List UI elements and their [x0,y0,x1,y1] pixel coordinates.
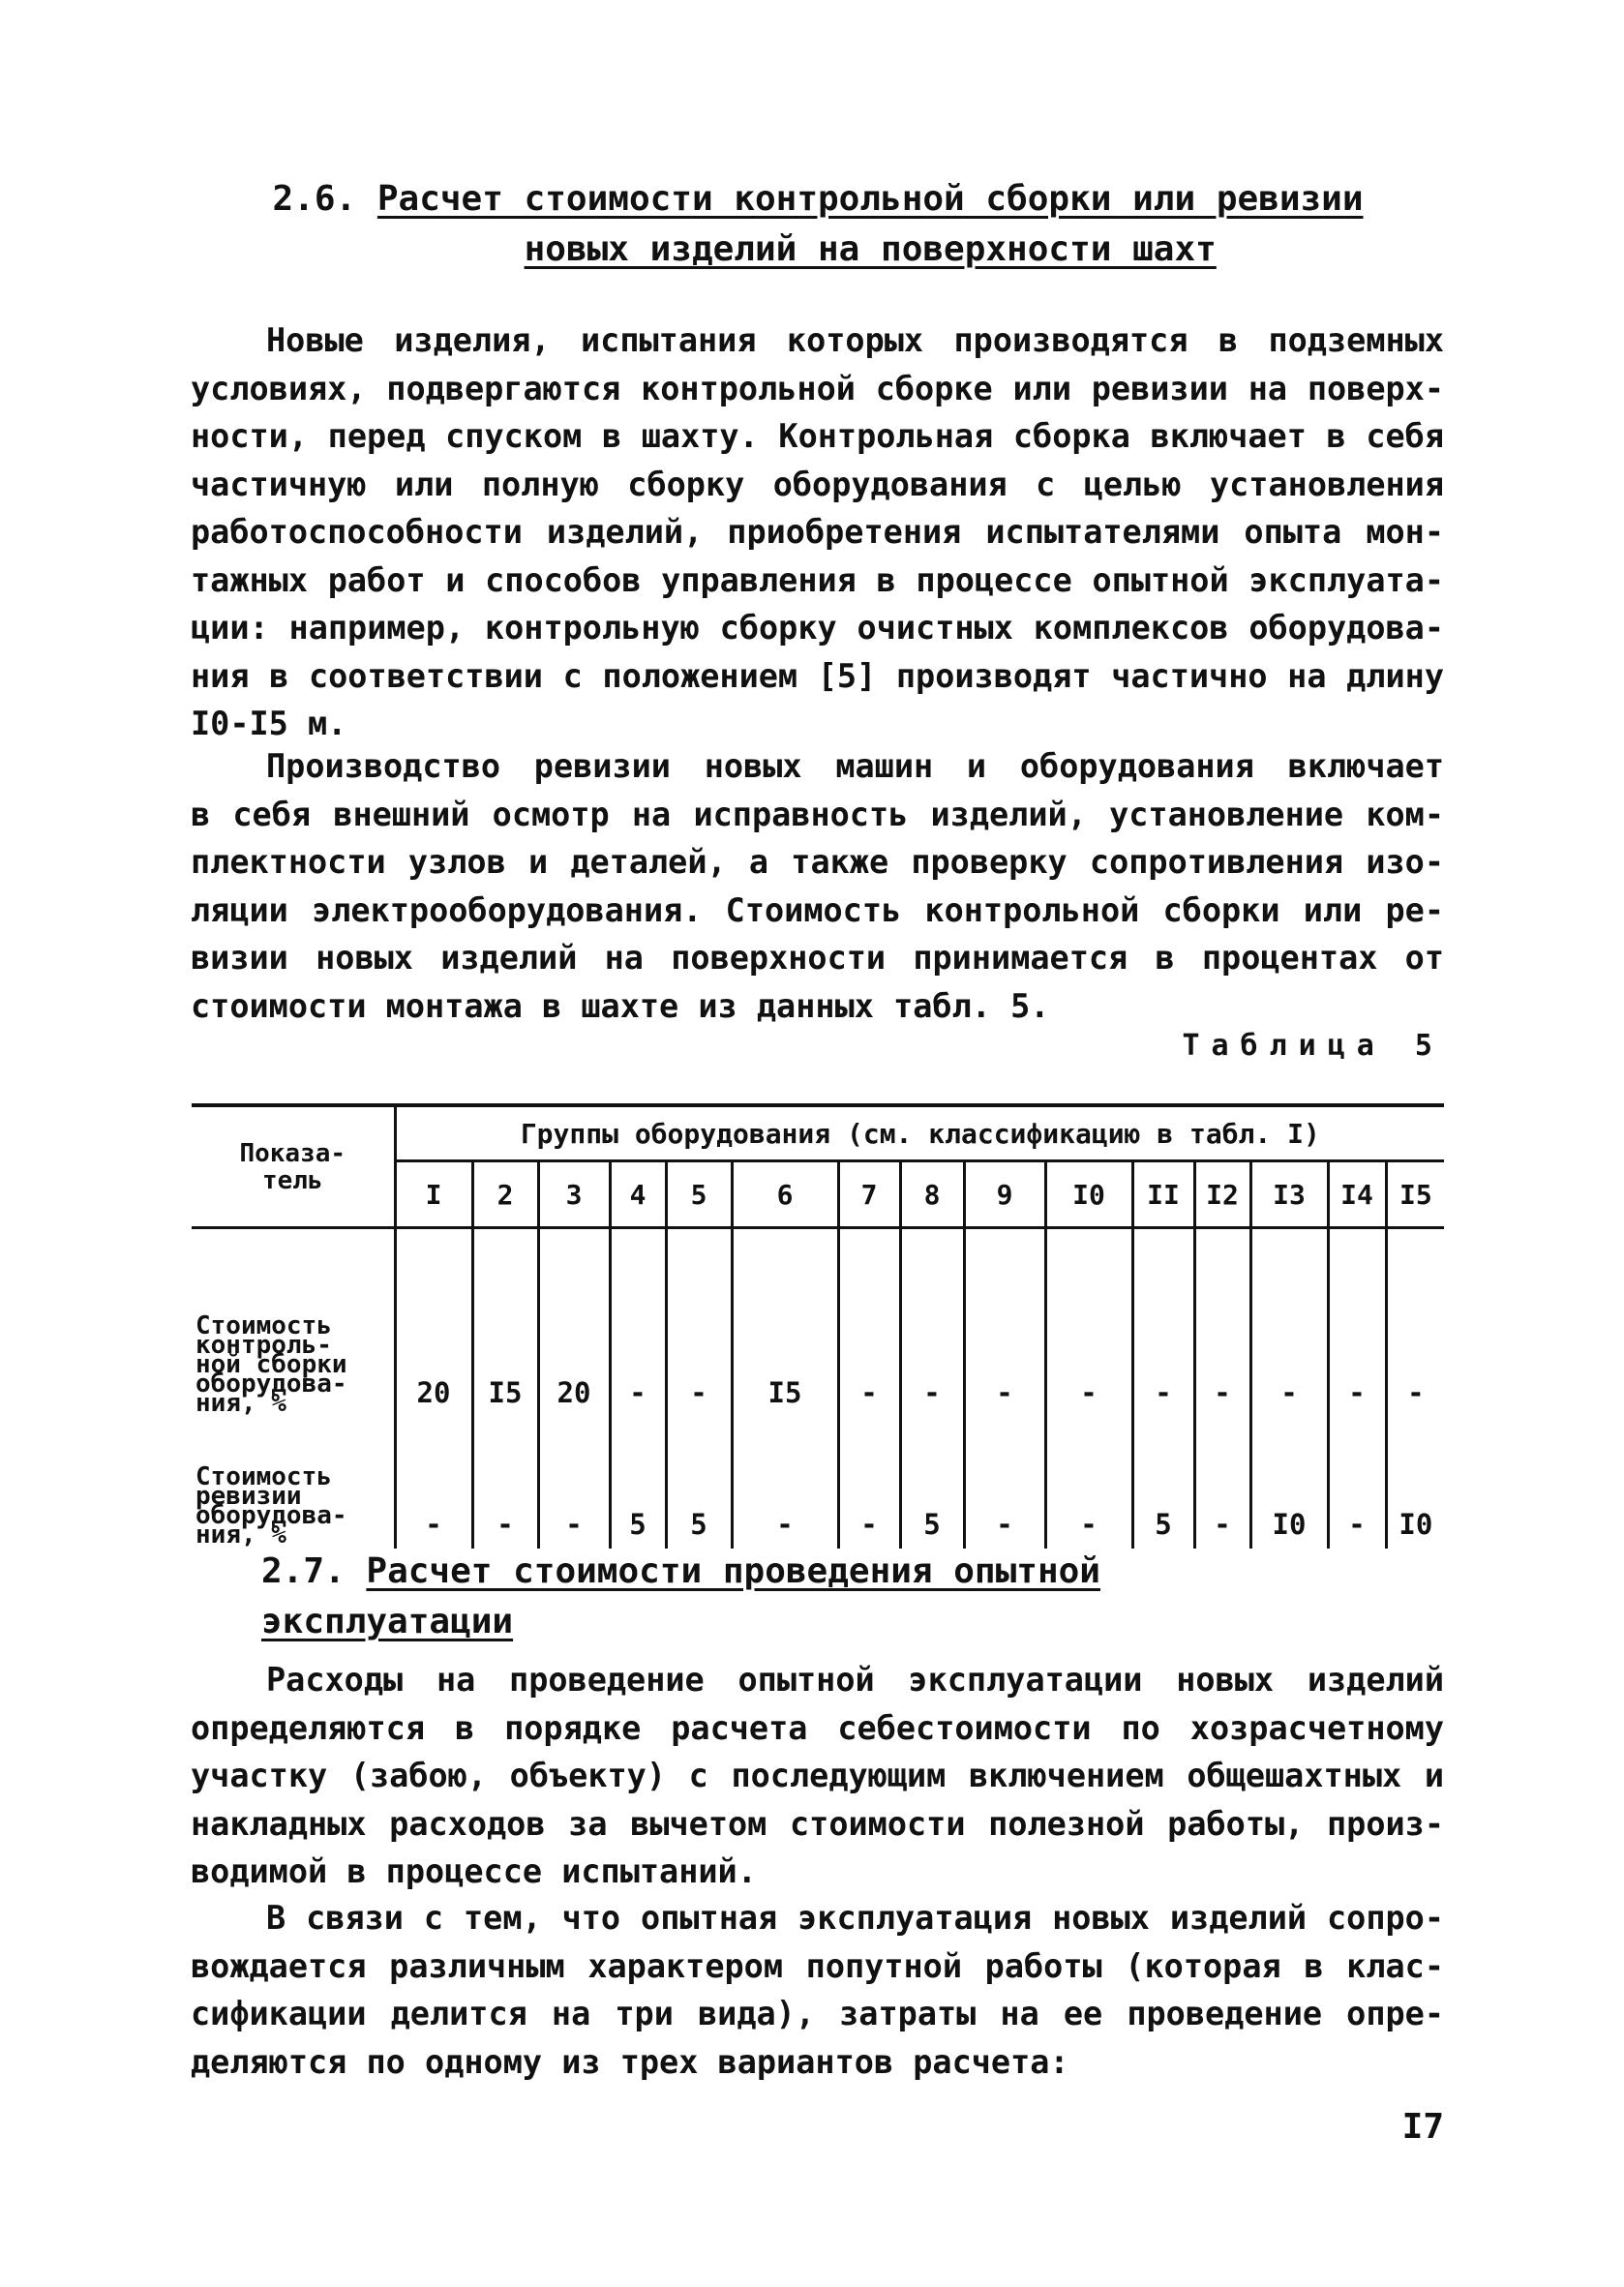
row-label: Стоимость контроль- ной сборки оборудова- ния, % [192,1228,395,1418]
table-cell: 5 [900,1417,964,1549]
paragraph-2-line: ляции электрооборудования. Стоимость контрольной сборки или ре- [191,890,1444,929]
paragraph-1-line: I0-I5 м. [191,705,347,742]
paragraph-4-line: сификации делится на три вида), затраты на ее проведение опре- [191,1995,1444,2032]
paragraph-4-line: В связи с тем, что опытная эксплуатация новых изделий сопро- [266,1899,1444,1937]
section-2-7-title: Расчет стоимости проведения опытной эксплуатации [261,1551,1100,1641]
paragraph-4-line: деляются по одному из трех вариантов расчета: [191,2042,1069,2081]
row-label: Стоимость ревизии оборудова- ния, % [192,1417,395,1549]
table-cell: - [1250,1228,1328,1418]
column-header: I5 [1386,1161,1444,1228]
table-cell: - [838,1417,900,1549]
column-header: 5 [666,1161,732,1228]
paragraph-2-line: в себя внешний осмотр на исправность изделий, установление ком- [191,795,1444,833]
column-header: I0 [1045,1161,1132,1228]
section-2-6-title-line1 [189,174,1447,225]
table-cell: 5 [610,1417,666,1549]
section-2-6-title-line2 [189,225,1447,275]
table-cell: I0 [1250,1417,1328,1549]
table-cell: - [472,1417,538,1549]
paragraph-4-line: вождается различным характером попутной работы (которая в клас- [191,1946,1444,1985]
table-cell: - [610,1228,666,1418]
column-header: 6 [732,1161,838,1228]
column-header: I [395,1161,472,1228]
section-2-6-title-text2: новых изделий на поверхности шахт [524,229,1217,269]
paragraph-3 [191,1656,1444,1896]
column-header: 8 [900,1161,964,1228]
equipment-cost-table [192,1103,1444,1549]
table-cell: - [1045,1417,1132,1549]
column-header: 9 [964,1161,1045,1228]
table-cell: - [1328,1417,1386,1549]
table-cell: I0 [1398,1508,1433,1541]
table-cell: 20 [538,1228,610,1418]
section-2-6-number: 2.6. [272,179,357,219]
paragraph-2-line: плектности узлов и деталей, а также проверку сопротивления изо- [191,843,1444,881]
section-2-7-number: 2.7. [261,1551,346,1591]
table-cell: I5 [472,1228,538,1418]
column-header: I3 [1250,1161,1328,1228]
paragraph-1-line: ности, перед спуском в шахту. Контрольная сборка включает в себя [191,417,1444,455]
row-header-text: Показа- тель [239,1138,346,1195]
table-cell: - [1328,1228,1386,1418]
column-header: I4 [1328,1161,1386,1228]
table-body [192,1228,1444,1550]
paragraph-3-line: участку (забою, объекту) с последующим включением общешахтных и [191,1757,1444,1794]
paragraph-1-line: ния в соответствии с положением [5] производят частично на длину [191,656,1444,695]
group-header: Группы оборудования (см. классификацию в табл. I) [395,1105,1444,1161]
table-cell: 20 [395,1228,472,1418]
paragraph-1-line: тажных работ и способов управления в процессе опытной эксплуата- [191,560,1444,599]
table-cell: - [964,1228,1045,1418]
paragraph-1-line: Новые изделия, испытания которых производятся в подземных [266,321,1444,359]
paragraph-4 [191,1894,1444,2086]
section-2-6-heading [189,174,1447,275]
column-header: 7 [838,1161,900,1228]
table-cell: - [666,1228,732,1418]
paragraph-1 [191,316,1444,748]
table-cell: - [1132,1228,1194,1418]
table-cell: - [732,1417,838,1549]
table-cell: - [900,1228,964,1418]
column-header: 3 [538,1161,610,1228]
table-cell: - [538,1417,610,1549]
table-cell: 5 [666,1417,732,1549]
table-cell: 5 [1132,1417,1194,1549]
paragraph-3-line: накладных расходов за вычетом стоимости полезной работы, произ- [191,1804,1444,1843]
paragraph-1-line: частичную или полную сборку оборудования с целью установления [191,465,1444,503]
table-cell: - [395,1417,472,1549]
column-header: II [1132,1161,1194,1228]
table-cell: - [1194,1417,1250,1549]
table-cell: - [1045,1228,1132,1418]
paragraph-1-line: работоспособности изделий, приобретения испытателями опыта мон- [191,513,1444,551]
table-cell: I5 [732,1228,838,1418]
table-cell: - [1407,1376,1425,1409]
paragraph-3-line: определяются в порядке расчета себестоимости по хозрасчетному [191,1708,1444,1747]
section-2-7-heading [261,1547,1326,1647]
table-5 [192,1103,1444,1549]
paragraph-3-line: водимой в процессе испытаний. [191,1852,757,1890]
section-2-6-title-text1: Расчет стоимости контрольной сборки или ревизии [376,179,1364,219]
row-header [192,1105,395,1228]
paragraph-2-line: визии новых изделий на поверхности принимается в процентах от [191,939,1444,977]
column-header: I2 [1194,1161,1250,1228]
paragraph-1-line: ции: например, контрольную сборку очистных комплексов оборудова- [191,609,1444,647]
table-cell: - [1194,1228,1250,1418]
paragraph-2-line: стоимости монтажа в шахте из данных табл. 5. [191,986,1050,1025]
table-cell: - [838,1228,900,1418]
table-cell: - [964,1417,1045,1549]
table-row [192,1228,1444,1418]
table-caption: Таблица 5 [1182,1029,1444,1063]
column-header: 4 [610,1161,666,1228]
column-header: 2 [472,1161,538,1228]
paragraph-1-line: условиях, подвергаются контрольной сборке или ревизии на поверх- [191,369,1444,407]
table-row [192,1417,1444,1549]
paragraph-2 [191,742,1444,1030]
page-number: I7 [1401,2107,1444,2147]
paragraph-2-line: Производство ревизии новых машин и оборудования включает [266,747,1444,785]
paragraph-3-line: Расходы на проведение опытной эксплуатации новых изделий [266,1661,1444,1699]
